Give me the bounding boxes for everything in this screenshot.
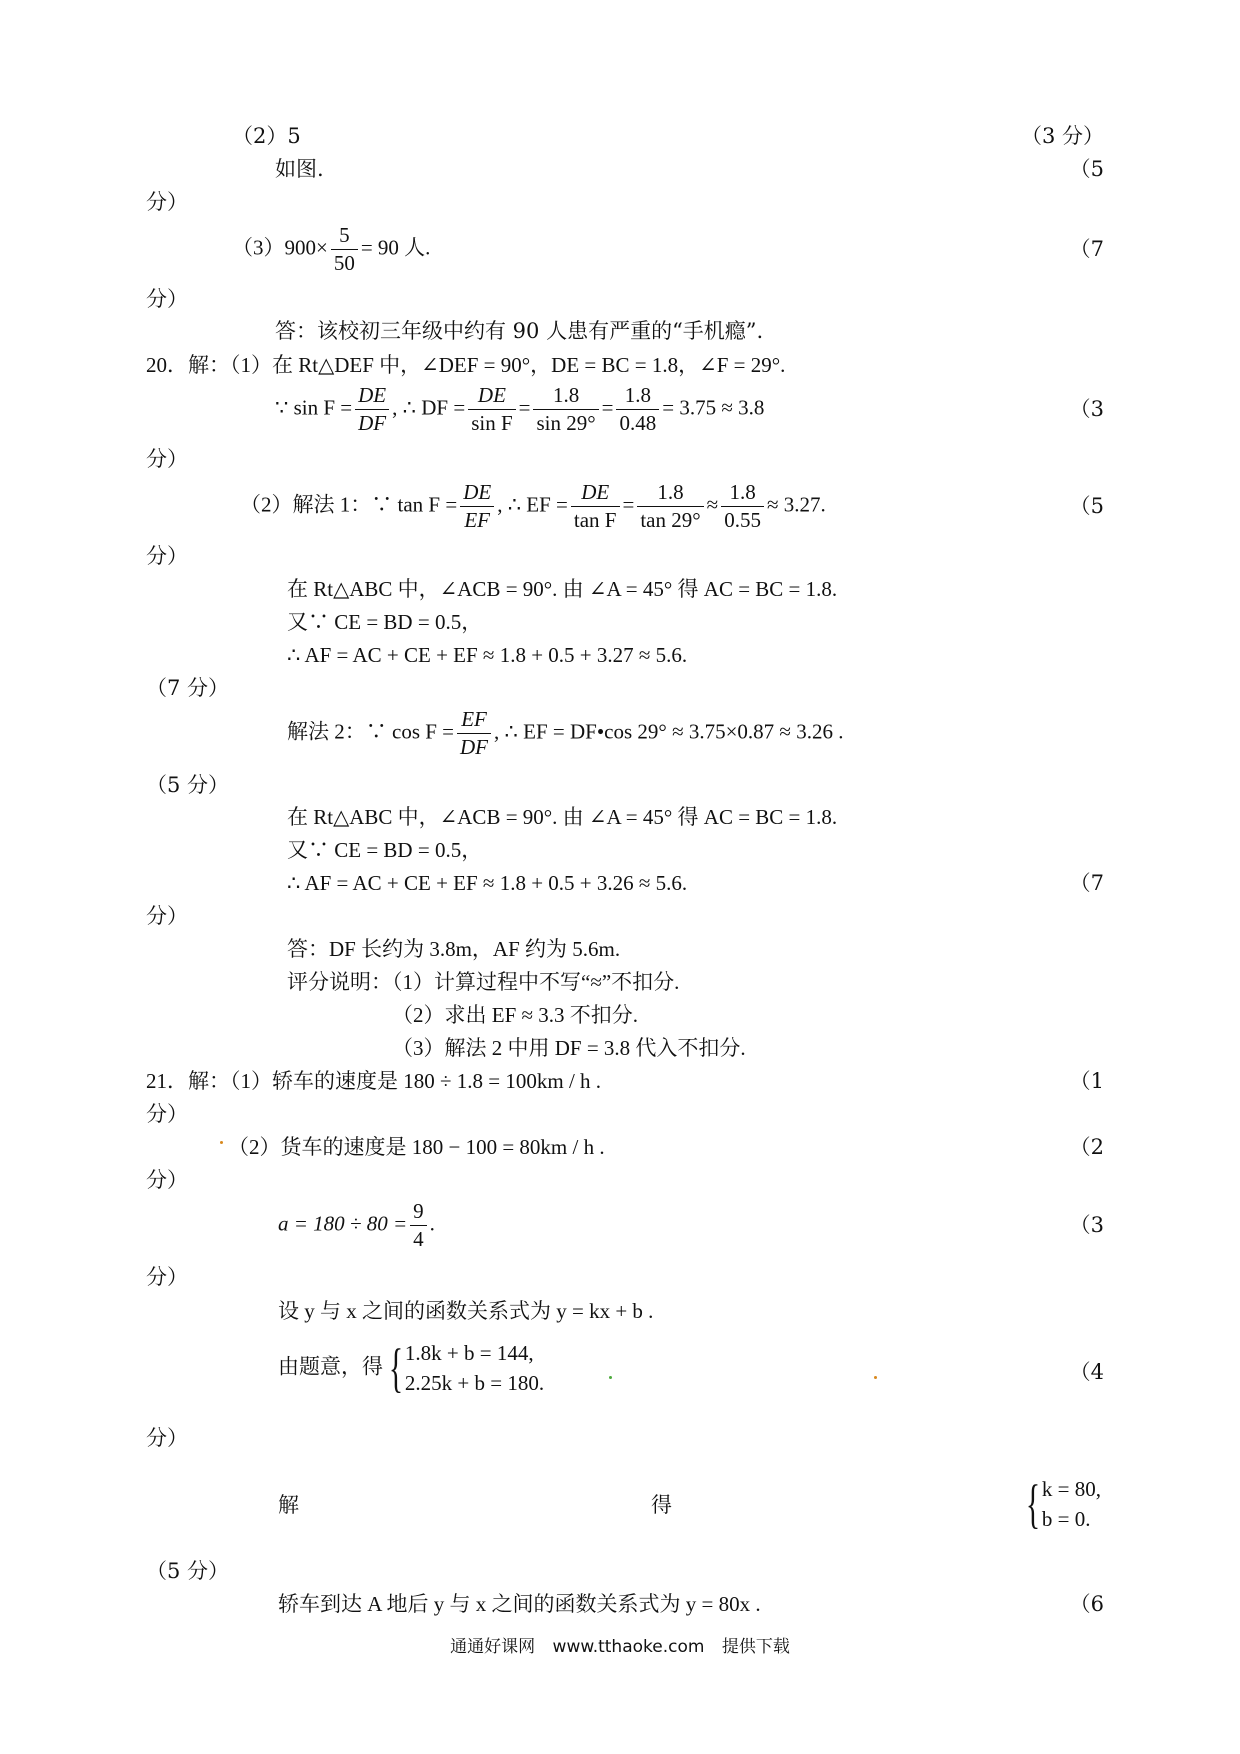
equation: 2.25k + b = 180. <box>404 1371 545 1396</box>
numerator: 1.8 <box>637 479 703 507</box>
answer-line: （2）5 <box>232 124 301 148</box>
answer-line: ∴ AF = AC + CE + EF ≈ 1.8 + 0.5 + 3.27 ≈ 5.6. <box>287 643 688 667</box>
fraction <box>721 479 764 535</box>
footer-suffix: 提供下载 <box>721 1637 790 1657</box>
equation-line <box>240 479 826 535</box>
answer-line: 如图. <box>275 157 324 181</box>
numerator: DE <box>355 382 389 410</box>
score-note: （5 分） <box>146 1559 230 1583</box>
equation-line <box>287 706 843 762</box>
equation: k = 80, <box>1041 1477 1102 1501</box>
text-segment: a = 180 ÷ 80 = <box>278 1211 408 1236</box>
answer-line: 在 Rt△ABC 中，∠ACB = 90°. 由 ∠A = 45° 得 AC = BC = 1.8. <box>287 577 838 601</box>
grading-note: （3）解法 2 中用 DF = 3.8 代入不扣分. <box>392 1036 746 1060</box>
denominator: 0.55 <box>724 508 761 533</box>
denominator: sin 29° <box>536 411 596 436</box>
fraction <box>355 382 389 438</box>
score-note: （3 分） <box>1020 124 1104 148</box>
fraction <box>468 382 515 438</box>
score-note: （1 <box>1069 1069 1104 1093</box>
text-segment: 由题意，得 <box>278 1354 383 1379</box>
page-footer <box>0 1637 1240 1658</box>
footer-url: www.tthaoke.com <box>552 1637 705 1657</box>
print-speck <box>220 1141 223 1144</box>
score-note: （3 <box>1069 1213 1104 1237</box>
equation-system-line <box>1020 1474 1101 1535</box>
text-segment: 解法 2：∵ cos F = <box>287 719 455 744</box>
score-note: （5 <box>1069 157 1104 181</box>
fraction <box>533 382 598 438</box>
denominator: 0.48 <box>619 411 657 436</box>
text-segment: = 90 人. <box>360 235 431 260</box>
denominator: tan 29° <box>640 508 701 533</box>
grading-note: 评分说明：（1）计算过程中不写“≈”不扣分. <box>287 970 680 994</box>
score-note: （3 <box>1069 397 1104 421</box>
text-segment: = <box>518 395 531 420</box>
score-note: 分） <box>146 1265 188 1289</box>
text-segment: （3）900× <box>232 235 328 260</box>
answer-line: 答：DF 长约为 3.8m，AF 约为 5.6m. <box>287 937 621 961</box>
left-brace-icon: { <box>388 1338 404 1399</box>
answer-line: 答：该校初三年级中约有 90 人患有严重的“手机瘾”. <box>275 319 764 343</box>
equation-line <box>275 382 764 438</box>
score-note: 分） <box>146 1426 188 1450</box>
score-note: （7 <box>1069 871 1104 895</box>
grading-note: （2）求出 EF ≈ 3.3 不扣分. <box>392 1003 639 1027</box>
text-segment: = <box>601 395 614 420</box>
score-note: 分） <box>146 1168 188 1192</box>
answer-line: 设 y 与 x 之间的函数关系式为 y = kx + b . <box>278 1299 654 1323</box>
denominator: tan F <box>573 508 617 533</box>
score-note: 分） <box>146 904 188 928</box>
score-note: 分） <box>146 190 188 214</box>
score-note: 分） <box>146 287 188 311</box>
fraction <box>616 382 659 438</box>
left-brace-icon: { <box>1025 1474 1041 1535</box>
text-segment: ≈ 3.27. <box>766 492 826 517</box>
numerator: DE <box>460 479 494 507</box>
score-note: （2 <box>1069 1135 1104 1159</box>
fraction <box>637 479 703 535</box>
numerator: 1.8 <box>533 382 598 410</box>
score-note: （5 <box>1069 494 1104 518</box>
equation-system-line <box>278 1338 544 1399</box>
answer-line: 解 <box>278 1493 299 1517</box>
numerator: 1.8 <box>721 479 764 507</box>
answer-line: （2）货车的速度是 180 − 100 = 80km / h . <box>228 1135 605 1159</box>
question-header: 21．解：（1）轿车的速度是 180 ÷ 1.8 = 100km / h . <box>146 1069 602 1093</box>
numerator: 5 <box>331 222 358 250</box>
score-note: 分） <box>146 1102 188 1126</box>
fraction <box>410 1198 427 1254</box>
denominator: 4 <box>413 1227 424 1252</box>
text-segment: = 3.75 ≈ 3.8 <box>662 395 765 420</box>
score-note: （4 <box>1069 1360 1104 1384</box>
denominator: 50 <box>333 251 355 276</box>
numerator: 1.8 <box>616 382 659 410</box>
denominator: sin F <box>471 411 513 436</box>
equation-line <box>278 1198 435 1254</box>
score-note: 分） <box>146 447 188 471</box>
numerator: DE <box>571 479 620 507</box>
text-segment: , ∴ DF = <box>392 395 466 420</box>
numerator: 9 <box>410 1198 427 1226</box>
answer-line: 轿车到达 A 地后 y 与 x 之间的函数关系式为 y = 80x . <box>278 1592 761 1616</box>
text-segment: , ∴ EF = DF•cos 29° ≈ 3.75×0.87 ≈ 3.26 . <box>494 719 844 744</box>
answer-line: 又∵ CE = BD = 0.5， <box>287 610 483 634</box>
answer-line <box>232 222 430 278</box>
fraction <box>571 479 620 535</box>
score-note: （7 分） <box>146 676 230 700</box>
denominator: DF <box>358 411 387 436</box>
fraction <box>331 222 358 278</box>
text-segment: ∵ sin F = <box>275 395 353 420</box>
answer-line: 又∵ CE = BD = 0.5， <box>287 838 483 862</box>
equation-system <box>1042 1474 1101 1535</box>
answer-line: ∴ AF = AC + CE + EF ≈ 1.8 + 0.5 + 3.26 ≈ 5.6. <box>287 871 688 895</box>
score-note: （7 <box>1069 237 1104 261</box>
text-segment: = <box>622 492 635 517</box>
score-note: （5 分） <box>146 773 230 797</box>
text-segment: . <box>429 1211 435 1236</box>
text-segment: , ∴ EF = <box>497 492 568 517</box>
fraction <box>460 479 494 535</box>
answer-line: 在 Rt△ABC 中，∠ACB = 90°. 由 ∠A = 45° 得 AC = BC = 1.8. <box>287 805 838 829</box>
print-speck <box>609 1376 612 1379</box>
answer-line: 得 <box>651 1493 672 1517</box>
score-note: （6 <box>1069 1592 1104 1616</box>
equation: b = 0. <box>1041 1507 1091 1532</box>
footer-site-name: 通通好课网 <box>450 1637 536 1657</box>
text-segment: ≈ <box>706 492 719 517</box>
fraction <box>457 706 491 762</box>
print-speck <box>874 1376 877 1379</box>
denominator: EF <box>464 508 491 533</box>
text-segment: （2）解法 1：∵ tan F = <box>240 492 458 517</box>
equation: 1.8k + b = 144, <box>404 1341 534 1365</box>
numerator: EF <box>457 706 491 734</box>
numerator: DE <box>468 382 515 410</box>
equation-system <box>405 1338 544 1399</box>
score-note: 分） <box>146 544 188 568</box>
denominator: DF <box>460 735 489 760</box>
question-header: 20．解：（1）在 Rt△DEF 中，∠DEF = 90°，DE = BC = 1.8，∠F = 29°. <box>146 353 786 377</box>
